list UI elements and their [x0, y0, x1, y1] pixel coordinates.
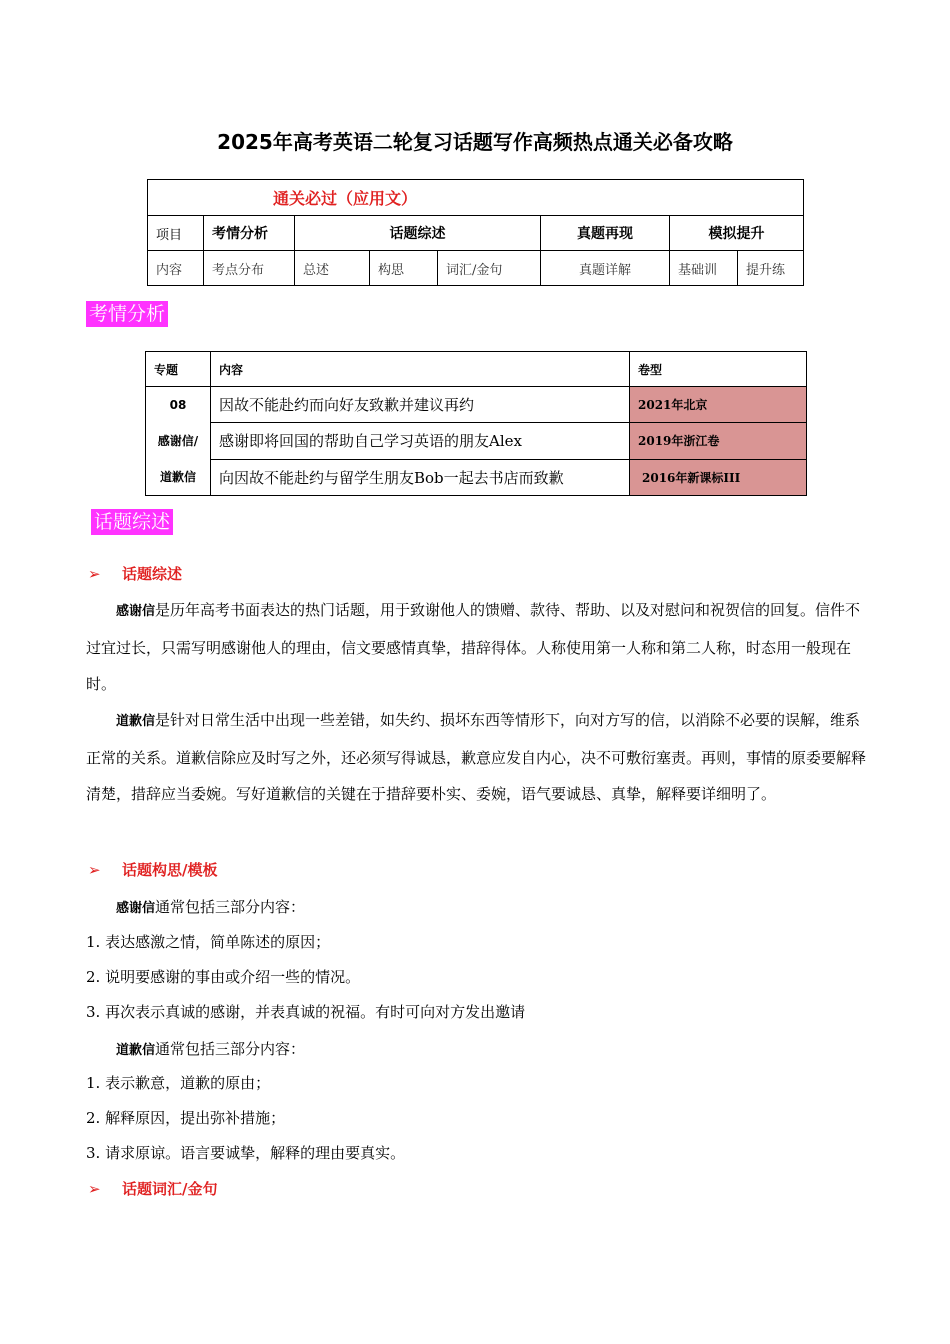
template-subheading — [88, 859, 217, 880]
apology-lead: 道歉信 — [116, 1043, 156, 1058]
subheading-text: 话题词汇/金句 — [122, 1180, 218, 1198]
arrow-icon: ➢ — [88, 565, 101, 583]
exam-row-paper: 2021年北京 — [630, 387, 807, 423]
nav-content-exam-points[interactable]: 考点分布 — [204, 251, 295, 286]
nav-content-basic[interactable]: 基础训 — [670, 251, 738, 286]
list-item: 3. 请求原谅。语言要诚挚，解释的理由要真实。 — [86, 1144, 406, 1162]
exam-row-content: 向因故不能赴约与留学生朋友Bob一起去书店而致歉 — [211, 459, 630, 495]
apology-intro-text: 通常包括三部分内容： — [155, 1040, 306, 1058]
exam-analysis-tag: 考情分析 — [86, 301, 168, 327]
navigation-table — [147, 179, 804, 286]
nav-content-vocab[interactable]: 词汇/金句 — [438, 251, 541, 286]
thanks-paragraph — [86, 592, 866, 702]
overview-subheading — [88, 563, 182, 584]
apology-intro — [116, 1038, 305, 1059]
list-item: 2. 说明要感谢的事由或介绍一些的情况。 — [86, 968, 361, 986]
thanks-intro-text: 通常包括三部分内容： — [155, 898, 306, 916]
nav-header-exam[interactable]: 考情分析 — [204, 216, 295, 251]
list-item: 1. 表示歉意，道歉的原由； — [86, 1074, 271, 1092]
nav-header-real[interactable]: 真题再现 — [541, 216, 670, 251]
page-title: 2025年高考英语二轮复习话题写作高频热点通关必备攻略 — [217, 130, 733, 154]
list-item: 1. 表达感激之情，简单陈述的原因； — [86, 933, 331, 951]
nav-header-item: 项目 — [148, 216, 204, 251]
exam-header-topic: 专题 — [146, 352, 211, 387]
arrow-icon: ➢ — [88, 1180, 101, 1198]
apology-text: 是针对日常生活中出现一些差错，如失约、损坏东西等情形下，向对方写的信，以消除不必要的误解，维系正常的关系。道歉信除应及时写之外，还必须写得诚恳，歉意应发自内心，决不可敷衍塞责。再则，事情的原委要解释清楚，措辞应当委婉。写好道歉信的关键在于措辞要朴实、委婉，语气要诚恳、真挚，解释要详细明了。 — [86, 711, 867, 803]
exam-analysis-table — [145, 351, 807, 496]
topic-overview-tag: 话题综述 — [91, 509, 173, 535]
exam-row-content: 因故不能赴约而向好友致歉并建议再约 — [211, 387, 630, 423]
exam-row-paper: 2016年新课标III — [630, 459, 807, 495]
nav-content-summary[interactable]: 总述 — [295, 251, 370, 286]
exam-topic-cell — [146, 387, 211, 496]
nav-content-real-detail[interactable]: 真题详解 — [541, 251, 670, 286]
thanks-intro — [116, 896, 305, 917]
list-item: 2. 解释原因，提出弥补措施； — [86, 1109, 286, 1127]
nav-content-idea[interactable]: 构思 — [370, 251, 438, 286]
topic-number: 08 — [169, 398, 187, 412]
vocab-subheading — [88, 1178, 217, 1199]
topic-name-1: 感谢信/ — [157, 434, 199, 448]
thanks-term: 感谢信 — [116, 604, 156, 619]
subheading-text: 话题综述 — [122, 565, 183, 583]
arrow-icon: ➢ — [88, 861, 101, 879]
exam-header-content: 内容 — [211, 352, 630, 387]
apology-paragraph — [86, 702, 866, 812]
nav-header-mock[interactable]: 模拟提升 — [670, 216, 804, 251]
thanks-lead: 感谢信 — [116, 901, 156, 916]
exam-row-paper: 2019年浙江卷 — [630, 423, 807, 459]
nav-content-advanced[interactable]: 提升练 — [738, 251, 804, 286]
nav-content-label: 内容 — [148, 251, 204, 286]
nav-header-overview[interactable]: 话题综述 — [295, 216, 541, 251]
topic-name-2: 道歉信 — [159, 470, 196, 484]
apology-term: 道歉信 — [116, 714, 156, 729]
exam-header-paper: 卷型 — [630, 352, 807, 387]
exam-row-content: 感谢即将回国的帮助自己学习英语的朋友Alex — [211, 423, 630, 459]
nav-banner: 通关必过（应用文） — [148, 180, 804, 216]
list-item: 3. 再次表示真诚的感谢，并表真诚的祝福。有时可向对方发出邀请 — [86, 1003, 526, 1021]
subheading-text: 话题构思/模板 — [122, 861, 218, 879]
thanks-text: 是历年高考书面表达的热门话题，用于致谢他人的馈赠、款待、帮助、以及对慰问和祝贺信的回复。信件不过宜过长，只需写明感谢他人的理由，信文要感情真挚，措辞得体。人称使用第一人称和第二人称，时态用一般现在时。 — [86, 601, 861, 693]
